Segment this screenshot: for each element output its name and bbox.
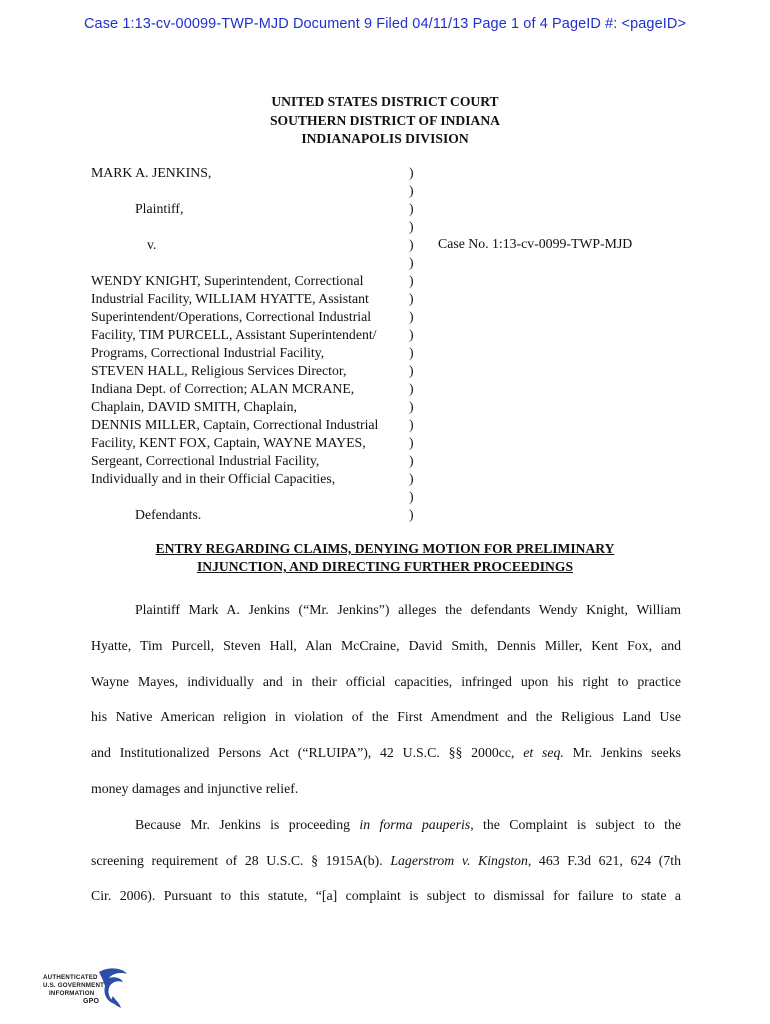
paragraph-line: his Native American religion in violation of the First Amendment and the Religious Land Use — [91, 709, 681, 725]
italic-citation: in forma pauperis — [359, 816, 471, 832]
caption-row: ) — [409, 219, 414, 234]
caption-row: Programs, Correctional Industrial Facility, ) — [91, 345, 414, 360]
paragraph-line: screening requirement of 28 U.S.C. § 1915A(b). Lagerstrom v. Kingston, 463 F.3d 621, 624 (7th — [91, 852, 681, 868]
caption-row: DENNIS MILLER, Captain, Correctional Industrial ) — [91, 417, 414, 432]
court-division: INDIANAPOLIS DIVISION — [301, 131, 469, 146]
caption-row: Defendants. ) — [135, 507, 414, 522]
caption-row: v. ) — [147, 237, 414, 252]
defendant-line: Programs, Correctional Industrial Facility, — [91, 345, 325, 360]
plaintiff-name: MARK A. JENKINS, — [91, 165, 212, 180]
paragraph-line: and Institutionalized Persons Act (“RLUIPA”), 42 U.S.C. §§ 2000cc, et seq. Mr. Jenkins seeks — [91, 745, 682, 761]
defendant-line: Individually and in their Official Capacities, — [91, 471, 336, 486]
italic-citation: et seq. — [523, 745, 564, 761]
caption-row: Chaplain, DAVID SMITH, Chaplain, ) — [91, 399, 414, 414]
paragraph-line: Hyatte, Tim Purcell, Steven Hall, Alan McCraine, David Smith, Dennis Miller, Kent Fox, and — [91, 637, 681, 653]
entry-title-line: ENTRY REGARDING CLAIMS, DENYING MOTION FOR PRELIMINARY — [155, 541, 615, 556]
defendant-line: DENNIS MILLER, Captain, Correctional Industrial — [91, 417, 379, 432]
defendant-line: Chaplain, DAVID SMITH, Chaplain, — [91, 399, 297, 414]
case-number: Case No. 1:13-cv-0099-TWP-MJD — [438, 236, 633, 251]
caption-row: ) — [409, 183, 414, 198]
caption-row: Indiana Dept. of Correction; ALAN MCRANE, ) — [91, 381, 414, 396]
defendant-line: Sergeant, Correctional Industrial Facility, — [91, 453, 320, 468]
defendants-label: Defendants. — [135, 507, 202, 522]
defendant-line: Facility, TIM PURCELL, Assistant Superintendent/ — [91, 327, 377, 342]
paragraph-line: Plaintiff Mark A. Jenkins (“Mr. Jenkins”) alleges the defendants Wendy Knight, William — [135, 602, 681, 617]
caption-row: Facility, KENT FOX, Captain, WAYNE MAYES, ) — [91, 435, 414, 450]
court-name: UNITED STATES DISTRICT COURT — [271, 94, 499, 109]
plaintiff-label: Plaintiff, — [135, 201, 184, 216]
defendant-line: WENDY KNIGHT, Superintendent, Correctional — [91, 273, 364, 288]
defendant-line: Industrial Facility, WILLIAM HYATTE, Assistant — [91, 291, 369, 306]
case-header: Case 1:13-cv-00099-TWP-MJD Document 9 Filed 04/11/13 Page 1 of 4 PageID #: <pageID> — [83, 16, 687, 32]
gpo-eagle-icon — [93, 966, 131, 1012]
caption-row: Sergeant, Correctional Industrial Facility, ) — [91, 453, 414, 468]
paragraph-line: Cir. 2006). Pursuant to this statute, “[a] complaint is subject to dismissal for failure to state a — [91, 888, 681, 904]
defendant-line: Indiana Dept. of Correction; ALAN MCRANE, — [91, 381, 355, 396]
versus-label: v. — [147, 237, 157, 252]
paragraph-line: Wayne Mayes, individually and in their official capacities, infringed upon his right to practice — [91, 673, 681, 689]
defendant-line: Facility, KENT FOX, Captain, WAYNE MAYES, — [91, 435, 366, 450]
defendant-line: Superintendent/Operations, Correctional Industrial — [91, 309, 372, 324]
court-heading — [0, 93, 770, 149]
body-text — [91, 592, 681, 914]
caption-row: Facility, TIM PURCELL, Assistant Superintendent/ ) — [91, 327, 414, 342]
caption-row: STEVEN HALL, Religious Services Director, ) — [91, 363, 414, 378]
entry-title-line: INJUNCTION, AND DIRECTING FURTHER PROCEEDINGS — [196, 559, 574, 574]
caption-row: ) — [409, 489, 414, 504]
caption-row: Industrial Facility, WILLIAM HYATTE, Assistant ) — [91, 291, 414, 306]
paragraph-line: money damages and injunctive relief. — [91, 780, 299, 796]
gpo-authentication-logo: AUTHENTICATED U.S. GOVERNMENT INFORMATION GPO — [43, 966, 133, 1012]
caption-row: ) — [409, 255, 414, 270]
italic-citation: Lagerstrom v. Kingston — [390, 852, 528, 868]
case-caption — [91, 164, 414, 524]
caption-row: MARK A. JENKINS, ) — [91, 165, 414, 180]
caption-row: Superintendent/Operations, Correctional Industrial ) — [91, 309, 414, 324]
caption-row: WENDY KNIGHT, Superintendent, Correctional ) — [91, 273, 414, 288]
caption-row: Plaintiff, ) — [135, 201, 414, 216]
court-district: SOUTHERN DISTRICT OF INDIANA — [269, 112, 500, 128]
defendant-line: STEVEN HALL, Religious Services Director, — [91, 363, 347, 378]
entry-title — [0, 540, 770, 576]
paragraph-line: Because Mr. Jenkins is proceeding in forma pauperis, the Complaint is subject to the — [135, 816, 681, 832]
caption-row: Individually and in their Official Capacities, ) — [91, 471, 414, 486]
